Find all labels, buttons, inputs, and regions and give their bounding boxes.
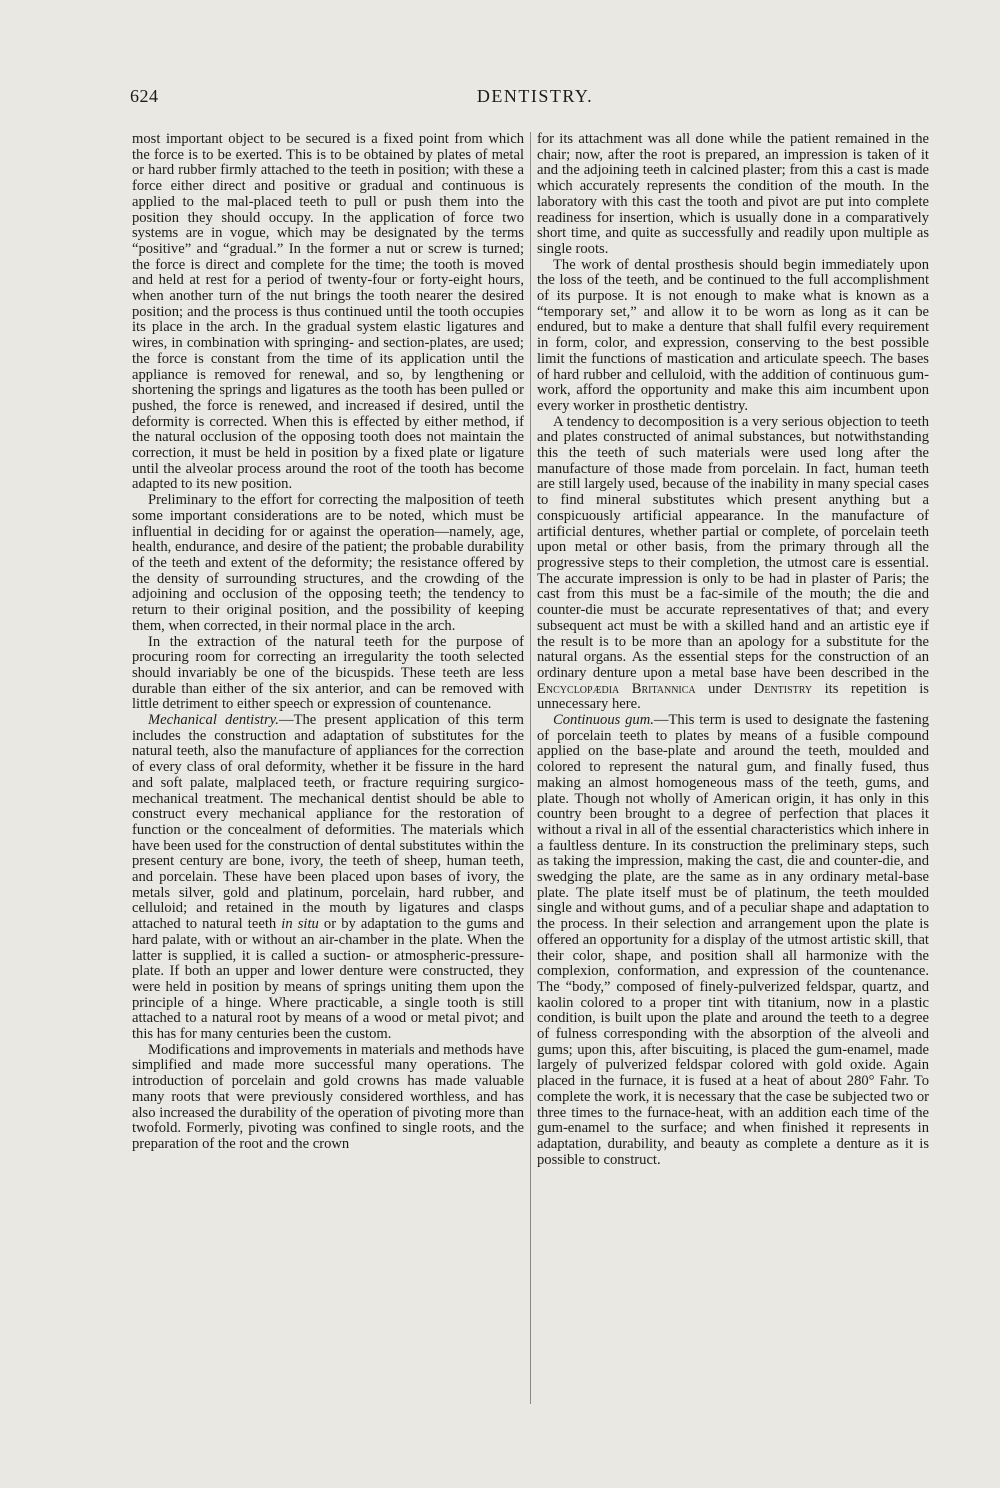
running-title: DENTISTRY. (476, 86, 594, 106)
paragraph: for its attachment was all done while the patient remained in the chair; now, after the root is prepared, an impression is taken of it and the adjoining teeth in calcined plaster; from this a cast is made which accurately represents the condition of the mouth. In the laboratory with this cast the tooth and pivot are put into complete readiness for insertion, which is usually done in a comparatively short time, and quite as successfully and readily upon multiple as single roots. (537, 132, 929, 257)
small-caps-reference: Encyclopædia Britannica (537, 680, 696, 697)
right-column (537, 132, 929, 1412)
paragraph-text: A tendency to decomposition is a very serious objection to teeth and plates constructed of animal substances, but notwithstanding this the teeth of such materials were used long after the manufacture of those made from porcelain. In fact, human teeth are still largely used, because of the inability in many special cases to find mineral substitutes which present anything but a conspicuously artificial appearance. In the manufacture of artificial dentures, whether partial or complete, of porcelain teeth upon metal or other basis, from the primary through all the progressive steps to their completion, the utmost care is essential. The accurate impression is only to be had in plaster of Paris; the cast from this must be a fac-simile of the mouth; the die and counter-die must be accurate representatives of that; and every subsequent act must be with a skilled hand and an artistic eye if the result is to be more than an apology for a substitute for the natural organs. As the essential steps for the construction of an ordinary denture upon a metal base have been described in the (537, 413, 929, 681)
section-heading-continuous-gum: Continuous gum. (553, 712, 654, 729)
italic-term: in situ (281, 916, 319, 933)
paragraph: The work of dental prosthesis should begin immediately upon the loss of the teeth, and be continued to the full accomplishment of its purpose. It is not enough to make what is known as a “temporary set,” and allow it to be worn as long as it can be endured, but to make a denture that shall fulfil every requirement in form, color, and expression, conserving to the best possible limit the functions of mastication and articulate speech. The bases of hard rubber and celluloid, with the addition of continuous gum-work, afford the opportunity and make this aim incumbent upon every worker in prosthetic dentistry. (537, 256, 929, 414)
paragraph-text: or by adaptation to the gums and hard palate, with or without an air-chamber in the plate. When the latter is supplied, it is called a suction- or atmospheric-pressure-plate. If both an upper and lower denture were constructed, they were held in position by means of springs uniting them upon the principle of a hinge. Where practicable, a single tooth is still attached to a natural root by means of a wood or metal pivot; and this has for many centuries been the custom. (132, 916, 524, 1043)
paragraph-text: —The present application of this term includes the construction and adaptation of substitutes for the natural teeth, also the manufacture of appliances for the correction of every class of oral deformity, whether it be fissure in the hard and soft palate, malplaced teeth, or fracture requiring surgico-mechanical treatment. The mechanical dentist should be able to construct every mechanical appliance for the restoration of function or the concealment of deformities. The materials which have been used for the construction of dental substitutes within the present century are bone, ivory, the teeth of sheep, human teeth, and porcelain. These have been placed upon bases of ivory, the metals silver, gold and platinum, porcelain, hard rubber, and celluloid; and retained in the mouth by ligatures and clasps attached to natural teeth (132, 712, 524, 933)
paragraph-text: its repetition is unnecessary here. (537, 680, 929, 713)
page-header (130, 86, 940, 116)
small-caps-reference: Dentistry (753, 680, 813, 697)
page-number: 624 (130, 86, 159, 106)
paragraph-mechanical-dentistry (132, 713, 524, 1043)
paragraph: most important object to be secured is a fixed point from which the force is to be exerted. This is to be obtained by plates of metal or hard rubber firmly attached to the teeth in position; with these a force either direct and positive or gradual and continuous is applied to the mal-placed teeth to pull or push them into the position they should occupy. In the application of force two systems are in vogue, which may be designated by the terms “positive” and “gradual.” In the former a nut or screw is turned; the force is direct and complete for the time; the tooth is moved and held at rest for a period of twenty-four or forty-eight hours, when another turn of the nut brings the tooth nearer the desired position; and the process is thus continued until the tooth occupies its place in the arch. In the gradual system elastic ligatures and wires, in combination with springing- and section-plates, are used; the force is constant from the time of its application until the appliance is removed for renewal, and so, by lengthening or shortening the springs and ligatures as the tooth has been pulled or pushed, the force is renewed, and increased if desired, until the deformity is corrected. When this is effected by either method, if the natural occlusion of the opposing tooth does not maintain the correction, it must be held in position by a fixed plate or ligature until the alveolar process around the root of the tooth has become adapted to its new position. (132, 132, 524, 493)
paragraph (537, 415, 929, 713)
paragraph: In the extraction of the natural teeth for the purpose of procuring room for correcting an irregularity the tooth selected should invariably be one of the bicuspids. These teeth are less durable than either of the six anterior, and can be removed with little detriment to either speech or expression of countenance. (132, 633, 524, 713)
paragraph-text: —This term is used to designate the fastening of porcelain teeth to plates by means of a fusible compound applied on the base-plate and around the teeth, moulded and colored to represent the natural gum, and finally fused, thus making an almost homogeneous mass of the teeth, gums, and plate. Though not wholly of American origin, it has only in this country been brought to a degree of perfection that places it without a rival in all of the essential characteristics which inhere in a faultless denture. In its construction the preliminary steps, such as taking the impression, making the cast, die and counter-die, and swedging the plate, are the same as in any ordinary metal-base plate. The plate itself must be of platinum, the teeth moulded single and without gums, and of a peculiar shape and adaptation to the process. In their selection and arrangement upon the plate is offered an opportunity for a display of the utmost artistic skill, that their color, shape, and position shall all harmonize with the complexion, conformation, and expression of the countenance. The “body,” composed of finely-pulverized feldspar, quartz, and kaolin colored to a proper tint with titanium, now in a plastic condition, is built upon the plate and around the teeth to a degree of fulness corresponding with the absorption of the alveoli and gums; upon this, after biscuiting, is placed the gum-enamel, made largely of pulverized feldspar colored with gold oxide. Again placed in the furnace, it is fused at a heat of about 280° Fahr. To complete the work, it is necessary that the case be subjected two or three times to the furnace-heat, with an addition each time of the gum-enamel to the surface; and when finished it represents in adaptation, durability, and beauty as complete a denture as it is possible to construct. (537, 712, 929, 1168)
paragraph-continuous-gum (537, 713, 929, 1168)
section-heading-mechanical-dentistry: Mechanical dentistry. (148, 712, 279, 729)
paragraph: Modifications and improvements in materials and methods have simplified and made more successful many operations. The introduction of porcelain and gold crowns has made valuable many roots that were previously considered worthless, and has also increased the durability of the operation of pivoting more than twofold. Formerly, pivoting was confined to single roots, and the preparation of the root and the crown (132, 1041, 524, 1152)
paragraph: Preliminary to the effort for correcting the malposition of teeth some important considerations are to be noted, which must be influential in deciding for or against the operation—namely, age, health, endurance, and desire of the patient; the probable durability of the teeth and extent of the deformity; the resistance offered by the density of surrounding structures, and the crowding of the adjoining and occlusion of the opposing teeth; the tendency to return to their original position, and the possibility of keeping them, when corrected, in their normal place in the arch. (132, 492, 524, 634)
paragraph-text: under (695, 680, 754, 697)
column-divider (530, 132, 531, 1404)
left-column (132, 132, 524, 1412)
